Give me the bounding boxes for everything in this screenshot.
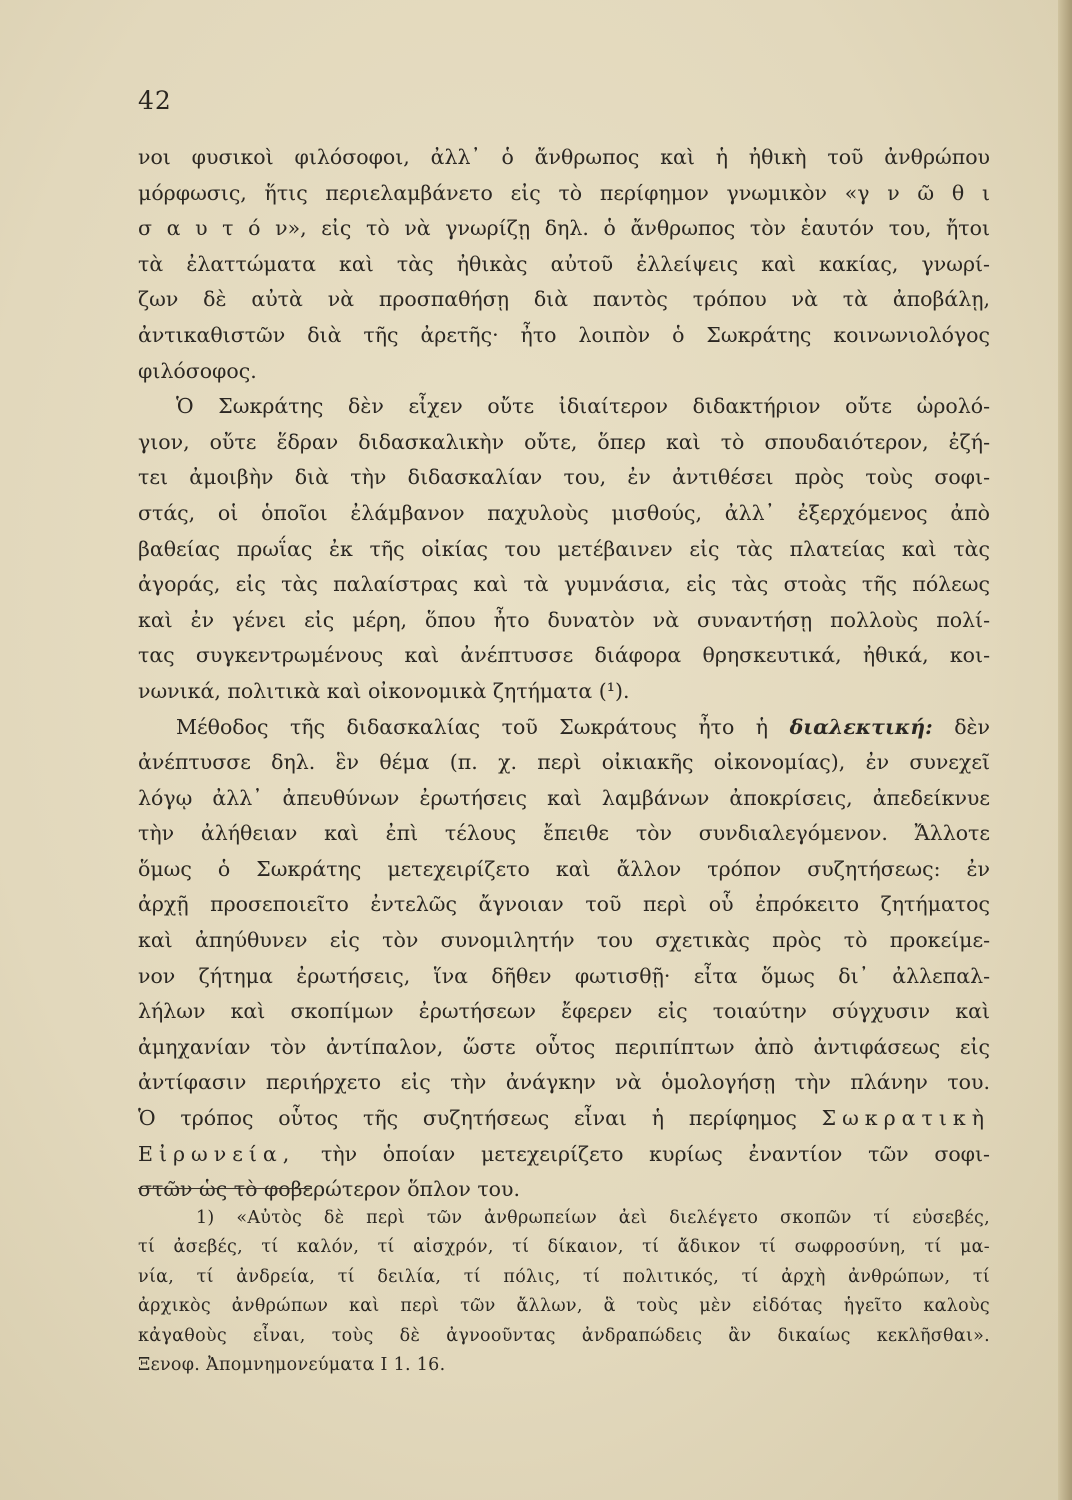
footnote-line: κἀγαθοὺς εἶναι, τοὺς δὲ ἀγνοοῦντας ἀνδραπώδεις ἂν δικαίως κεκλῆσθαι». bbox=[138, 1325, 990, 1346]
text-line: βαθείας πρωΐας ἐκ τῆς οἰκίας του μετέβαινεν εἰς τὰς πλατείας καὶ τὰς bbox=[138, 536, 990, 561]
footnote-line: νία, τί ἀνδρεία, τί δειλία, τί πόλις, τί πολιτικός, τί ἀρχὴ ἀνθρώπων, τί bbox=[138, 1266, 990, 1287]
page-edge bbox=[1058, 0, 1072, 1500]
text-fragment: Μέθοδος τῆς διδασκαλίας τοῦ Σωκράτους ἦτο ἡ bbox=[176, 714, 790, 739]
footnote-line: τί ἀσεβές, τί καλόν, τί αἰσχρόν, τί δίκαιον, τί ἄδικον τί σωφροσύνη, τί μα- bbox=[138, 1237, 990, 1258]
body-text bbox=[138, 140, 990, 1208]
text-line: καὶ ἐν γένει εἰς μέρη, ὅπου ἦτο δυνατὸν νὰ συναντήσῃ πολλοὺς πολί- bbox=[138, 607, 990, 632]
text-line: ἀντίφασιν περιήρχετο εἰς τὴν ἀνάγκην νὰ ὁμολογήσῃ τὴν πλάνην του. bbox=[138, 1070, 990, 1095]
text-line: ἀνέπτυσσε δηλ. ἓν θέμα (π. χ. περὶ οἰκιακῆς οἰκονομίας), ἐν συνεχεῖ bbox=[138, 750, 990, 775]
text-line: τει ἀμοιβὴν διὰ τὴν διδασκαλίαν του, ἐν ἀντιθέσει πρὸς τοὺς σοφι- bbox=[138, 465, 990, 490]
text-line bbox=[138, 710, 990, 746]
text-line: νον ζήτημα ἐρωτήσεις, ἵνα δῆθεν φωτισθῇ· εἶτα ὅμως δι᾽ ἀλλεπαλ- bbox=[138, 963, 990, 988]
text-fragment: δὲν bbox=[932, 714, 991, 739]
text-line: λήλων καὶ σκοπίμων ἐρωτήσεων ἔφερεν εἰς τοιαύτην σύγχυσιν καὶ bbox=[138, 999, 990, 1024]
text-line: ἀρχῇ προσεποιεῖτο ἐντελῶς ἄγνοιαν τοῦ περὶ οὗ ἐπρόκειτο ζητήματος bbox=[138, 892, 990, 917]
text-line: ὅμως ὁ Σωκράτης μετεχειρίζετο καὶ ἄλλον τρόπον συζητήσεως: ἐν bbox=[138, 856, 990, 881]
footnote-divider bbox=[138, 1188, 312, 1189]
text-line bbox=[138, 1101, 990, 1137]
text-line: καὶ ἀπηύθυνεν εἰς τὸν συνομιλητήν του σχετικὰς πρὸς τὸ προκείμε- bbox=[138, 928, 990, 953]
text-line: γιον, οὔτε ἕδραν διδασκαλικὴν οὔτε, ὅπερ καὶ τὸ σπουδαιότερον, ἐζή- bbox=[138, 429, 990, 454]
text-line: σ α υ τ ό ν», εἰς τὸ νὰ γνωρίζῃ δηλ. ὁ ἄνθρωπος τὸν ἑαυτόν του, ἤτοι bbox=[138, 216, 990, 241]
text-line: Ὁ Σωκράτης δὲν εἶχεν οὔτε ἰδιαίτερον διδακτήριον οὔτε ὡρολό- bbox=[176, 394, 990, 419]
page-number: 42 bbox=[138, 86, 172, 115]
text-line: ἀμηχανίαν τὸν ἀντίπαλον, ὥστε οὗτος περιπίπτων ἀπὸ ἀντιφάσεως εἰς bbox=[138, 1034, 990, 1059]
paragraph-2 bbox=[138, 389, 990, 709]
text-line: φιλόσοφος. bbox=[138, 358, 257, 383]
text-fragment: τὴν ὁποίαν μετεχειρίζετο κυρίως ἐναντίον τῶν σοφι- bbox=[295, 1141, 990, 1166]
text-line: ἀντικαθιστῶν διὰ τῆς ἀρετῆς· ἦτο λοιπὸν ὁ Σωκράτης κοινωνιολόγος bbox=[138, 322, 990, 347]
paragraph-1 bbox=[138, 140, 990, 389]
text-line: μόρφωσις, ἥτις περιελαμβάνετο εἰς τὸ περίφημον γνωμικὸν «γ ν ῶ θ ι bbox=[138, 180, 990, 205]
term-irony: Εἰρωνεία, bbox=[138, 1141, 296, 1166]
footnote-line: Ξενοφ. Ἀπομνημονεύματα Ι 1. 16. bbox=[138, 1355, 446, 1376]
text-line: ἀγοράς, εἰς τὰς παλαίστρας καὶ τὰ γυμνάσια, εἰς τὰς στοὰς τῆς πόλεως bbox=[138, 572, 990, 597]
term-dialectic: διαλεκτική: bbox=[789, 714, 933, 739]
text-line: τὴν ἀλήθειαν καὶ ἐπὶ τέλους ἔπειθε τὸν συνδιαλεγόμενον. Ἄλλοτε bbox=[138, 821, 990, 846]
text-line: στῶν ὡς τὸ φοβερώτερον ὅπλον του. bbox=[138, 1177, 521, 1202]
text-line: νοι φυσικοὶ φιλόσοφοι, ἀλλ᾽ ὁ ἄνθρωπος καὶ ἡ ἠθικὴ τοῦ ἀνθρώπου bbox=[138, 145, 990, 169]
term-socratic: Σωκρατικὴ bbox=[821, 1106, 990, 1131]
paragraph-3 bbox=[138, 710, 990, 1208]
text-line: λόγῳ ἀλλ᾽ ἀπευθύνων ἐρωτήσεις καὶ λαμβάνων ἀποκρίσεις, ἀπεδείκνυε bbox=[138, 785, 990, 810]
footnote bbox=[138, 1204, 990, 1380]
footnote-line: ἀρχικὸς ἀνθρώπων καὶ περὶ τῶν ἄλλων, ἃ τοὺς μὲν εἰδότας ἡγεῖτο καλοὺς bbox=[138, 1296, 990, 1317]
text-line: τας συγκεντρωμένους καὶ ἀνέπτυσσε διάφορα θρησκευτικά, ἠθικά, κοι- bbox=[138, 643, 990, 668]
text-line: ζων δὲ αὐτὰ νὰ προσπαθήσῃ διὰ παντὸς τρόπου νὰ τὰ ἀποβάλῃ, bbox=[138, 287, 990, 312]
text-line: τὰ ἐλαττώματα καὶ τὰς ἠθικὰς αὐτοῦ ἐλλείψεις καὶ κακίας, γνωρί- bbox=[138, 251, 990, 276]
text-line bbox=[138, 1137, 990, 1173]
footnote-line: 1) «Αὐτὸς δὲ περὶ τῶν ἀνθρωπείων ἀεὶ διελέγετο σκοπῶν τί εὐσεβές, bbox=[196, 1208, 990, 1228]
text-fragment: Ὁ τρόπος οὗτος τῆς συζητήσεως εἶναι ἡ περίφημος bbox=[138, 1106, 822, 1131]
text-line: νωνικά, πολιτικὰ καὶ οἰκονομικὰ ζητήματα (¹). bbox=[138, 678, 630, 703]
text-line: στάς, οἱ ὁποῖοι ἐλάμβανον παχυλοὺς μισθούς, ἀλλ᾽ ἐξερχόμενος ἀπὸ bbox=[138, 500, 990, 525]
